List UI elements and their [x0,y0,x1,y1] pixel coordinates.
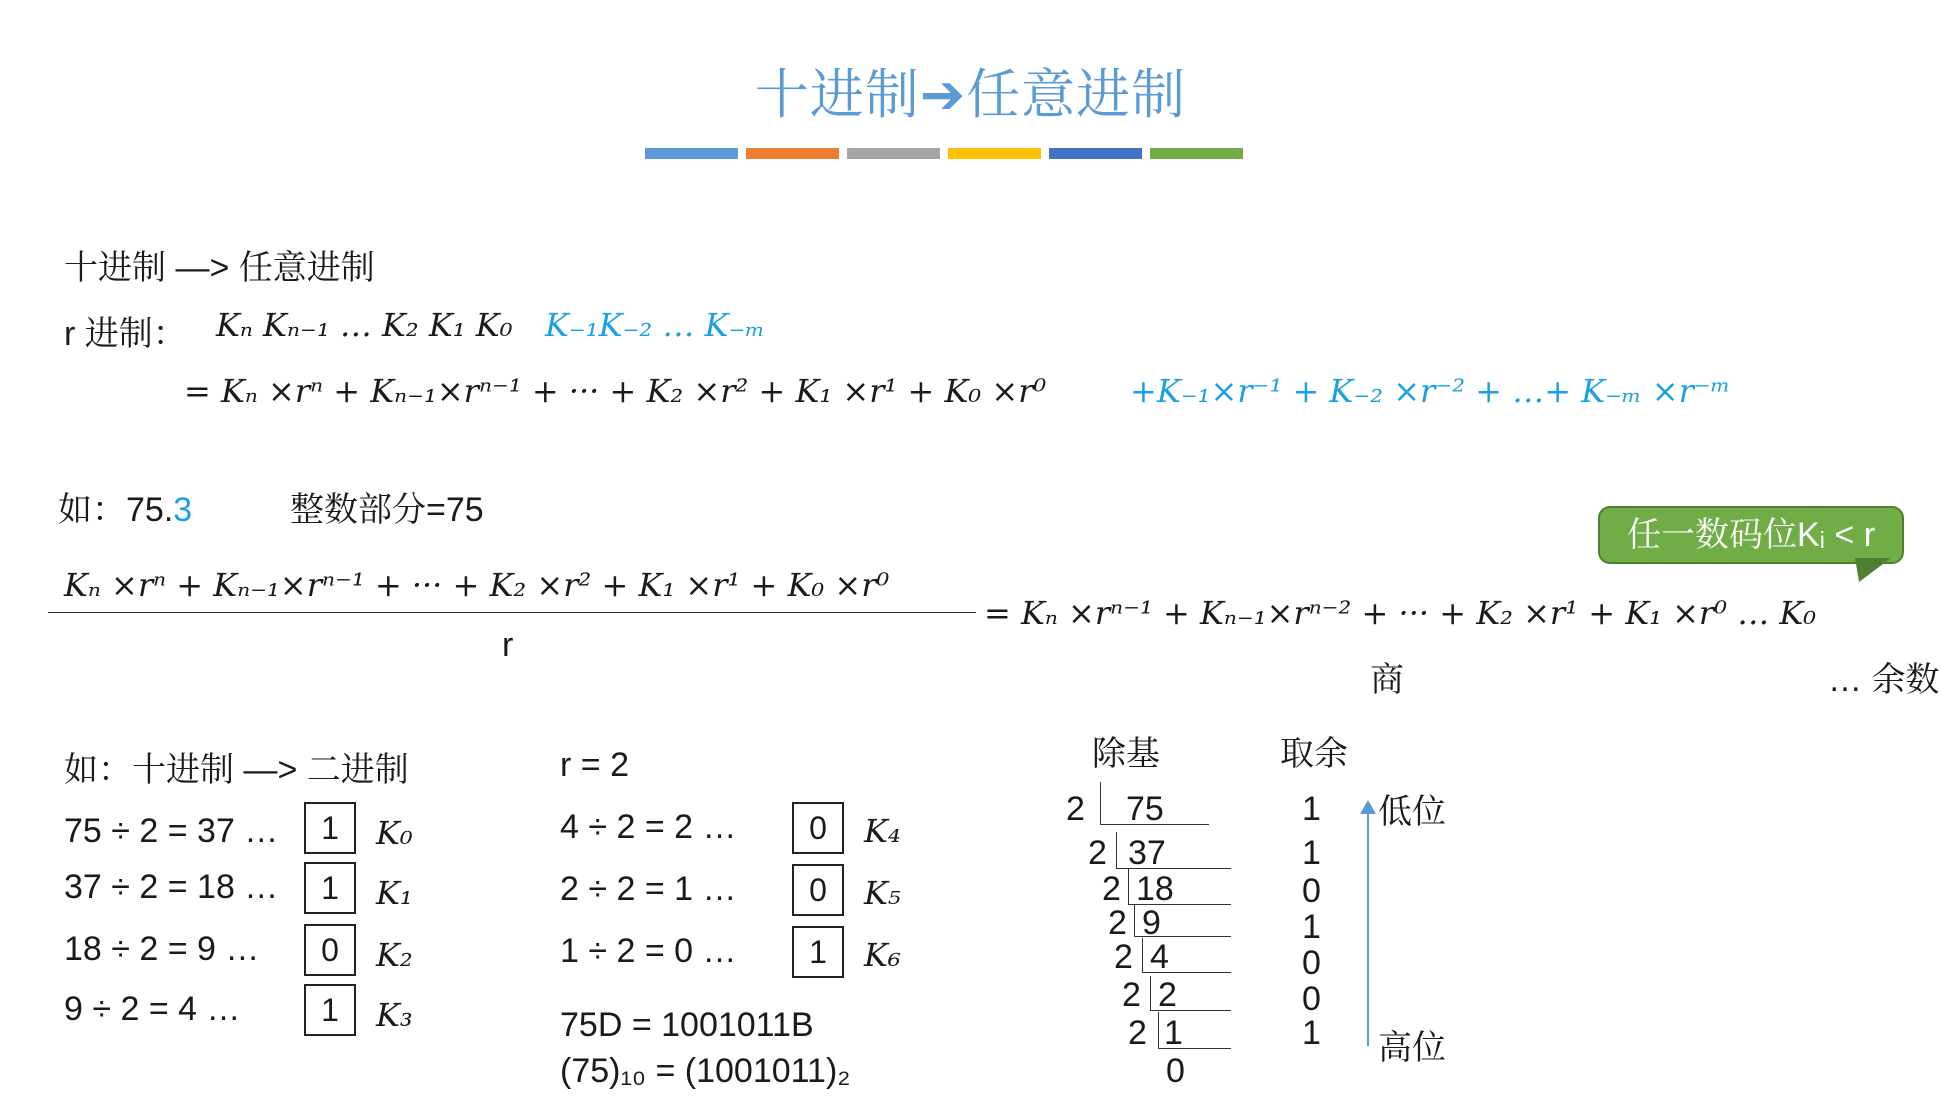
digit-label: K₂ [376,936,413,974]
color-bar-6 [1150,148,1243,159]
conversion-heading: 十进制 —> 任意进制 [64,249,375,287]
remainder-box: 1 [792,926,844,978]
expansion-integer: = Kₙ ×rⁿ + Kₙ₋₁×rⁿ⁻¹ + ··· + K₂ ×r² + K₁ ×r¹ + K₀ ×r⁰ [184,372,1047,410]
divisor: 2 [1114,938,1133,976]
remainder-digit: 0 [1302,980,1321,1018]
integer-part-label: 整数部分=75 [290,491,484,529]
digit-constraint-callout: 任一数码位Kᵢ < r [1598,506,1904,564]
r-digits-integer: Kₙ Kₙ₋₁ … K₂ K₁ K₀ [216,306,513,344]
color-bar-1 [645,148,738,159]
dividend: 18 [1136,870,1174,908]
digit-label: K₁ [376,874,413,912]
r-digits-fraction: K₋₁K₋₂ … K₋ₘ [545,306,766,344]
quotient-expression: = Kₙ ×rⁿ⁻¹ + Kₙ₋₁×rⁿ⁻² + ··· + K₂ ×r¹ + K₁ ×r⁰ … K₀ [984,594,1817,632]
remainder-box: 1 [304,984,356,1036]
digit-label: K₃ [376,996,413,1034]
division-step: 2 ÷ 2 = 1 … [560,870,737,908]
digit-label: K₆ [864,936,901,974]
take-remainder-label: 取余 [1280,735,1348,773]
divide-by-base-label: 除基 [1092,735,1160,773]
fraction-denominator: r [502,626,514,664]
low-bit-label: 低位 [1378,793,1446,831]
remainder-digit: 1 [1302,1014,1321,1052]
color-bar-4 [948,148,1041,159]
remainder-box: 1 [304,802,356,854]
divisor: 2 [1128,1014,1147,1052]
expansion-fraction: +K₋₁×r⁻¹ + K₋₂ ×r⁻² + …+ K₋ₘ ×r⁻ᵐ [1130,372,1731,410]
digit-label: K₅ [864,874,901,912]
result-subscript-notation: (75)₁₀ = (1001011)₂ [560,1052,851,1090]
divisor: 2 [1102,870,1121,908]
division-step: 4 ÷ 2 = 2 … [560,808,737,846]
up-arrow-icon [1360,800,1376,814]
high-bit-label: 高位 [1378,1029,1446,1067]
remainder-digit: 1 [1302,790,1321,828]
example-prefix: 如：75. [58,491,174,529]
dividend: 4 [1150,938,1169,976]
remainder-box: 0 [792,864,844,916]
fraction-bar [48,612,976,613]
remainder-digit: 0 [1302,872,1321,910]
division-step: 1 ÷ 2 = 0 … [560,932,737,970]
divisor: 2 [1066,790,1085,828]
divisor: 2 [1122,976,1141,1014]
color-bar-5 [1049,148,1142,159]
example-fraction-digit: 3 [173,491,193,529]
dividend: 37 [1128,834,1166,872]
remainder-box: 1 [304,862,356,914]
dividend: 9 [1142,904,1161,942]
dividend: 2 [1158,976,1177,1014]
divisor: 2 [1108,904,1127,942]
remainder-label: … 余数 [1828,661,1940,699]
dividend: 1 [1164,1014,1183,1052]
division-step: 18 ÷ 2 = 9 … [64,930,260,968]
digit-label: K₄ [864,812,901,850]
remainder-box: 0 [792,802,844,854]
radix-equation: r = 2 [560,746,629,784]
division-step: 9 ÷ 2 = 4 … [64,990,241,1028]
result-decimal-binary: 75D = 1001011B [560,1006,814,1044]
order-arrow-line [1367,812,1369,1046]
remainder-digit: 0 [1302,944,1321,982]
division-step: 37 ÷ 2 = 18 … [64,868,279,906]
final-quotient: 0 [1166,1052,1185,1090]
page-title: 十进制➔任意进制 [754,65,1187,125]
digit-label: K₀ [376,814,413,852]
remainder-digit: 1 [1302,834,1321,872]
color-bars [645,148,1243,159]
fraction-numerator: Kₙ ×rⁿ + Kₙ₋₁×rⁿ⁻¹ + ··· + K₂ ×r² + K₁ ×r¹ + K₀ ×r⁰ [64,566,890,604]
divisor: 2 [1088,834,1107,872]
color-bar-3 [847,148,940,159]
color-bar-2 [746,148,839,159]
r-base-label: r 进制： [64,315,187,353]
remainder-box: 0 [304,924,356,976]
example-number [58,482,192,531]
remainder-digit: 1 [1302,908,1321,946]
dividend: 75 [1126,790,1164,828]
binary-example-title: 如：十进制 —> 二进制 [64,751,409,789]
division-step: 75 ÷ 2 = 37 … [64,812,279,850]
quotient-label: 商 [1370,661,1404,699]
